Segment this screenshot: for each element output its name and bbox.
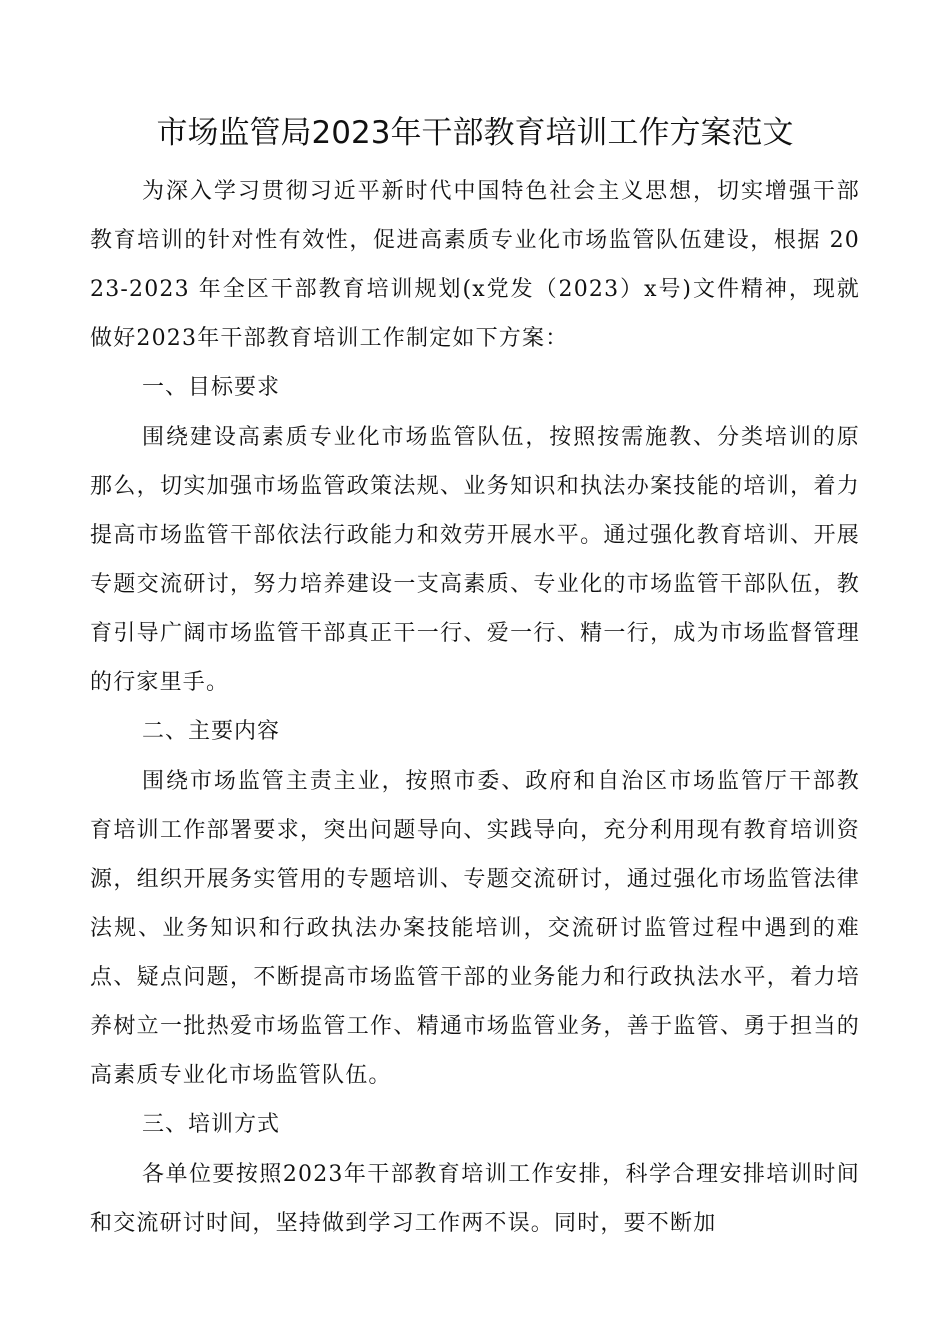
section-body-goals: 围绕建设高素质专业化市场监管队伍，按照按需施教、分类培训的原那么，切实加强市场监管政策法规、业务知识和执法办案技能的培训，着力提高市场监管干部依法行政能力和效劳开展水平。通过强化教育培训、开展专题交流研讨，努力培养建设一支高素质、专业化的市场监管干部队伍，教育引导广阔市场监管干部真正干一行、爱一行、精一行，成为市场监督管理的行家里手。	[90, 425, 860, 695]
section-body-method: 各单位要按照2023年干部教育培训工作安排，科学合理安排培训时间和交流研讨时间，坚持做到学习工作两不误。同时，要不断加	[90, 1162, 860, 1236]
document-body	[90, 167, 860, 1248]
section-heading-content: 二、主要内容	[142, 719, 281, 744]
intro-paragraph: 为深入学习贯彻习近平新时代中国特色社会主义思想，切实增强干部教育培训的针对性有效性，促进高素质专业化市场监管队伍建设，根据 2023-2023 年全区干部教育培训规划(x党发（2023）x号)文件精神，现就做好2023年干部教育培训工作制定如下方案：	[90, 179, 860, 351]
document-title: 市场监管局2023年干部教育培训工作方案范文	[156, 115, 794, 151]
section-body-content: 围绕市场监管主责主业，按照市委、政府和自治区市场监管厅干部教育培训工作部署要求，突出问题导向、实践导向，充分利用现有教育培训资源，组织开展务实管用的专题培训、专题交流研讨，通过强化市场监管法律法规、业务知识和行政执法办案技能培训，交流研讨监管过程中遇到的难点、疑点问题，不断提高市场监管干部的业务能力和行政执法水平，着力培养树立一批热爱市场监管工作、精通市场监管业务，善于监管、勇于担当的高素质专业化市场监管队伍。	[90, 769, 860, 1088]
section-heading-method: 三、培训方式	[142, 1112, 281, 1137]
section-heading-goals: 一、目标要求	[142, 375, 281, 400]
